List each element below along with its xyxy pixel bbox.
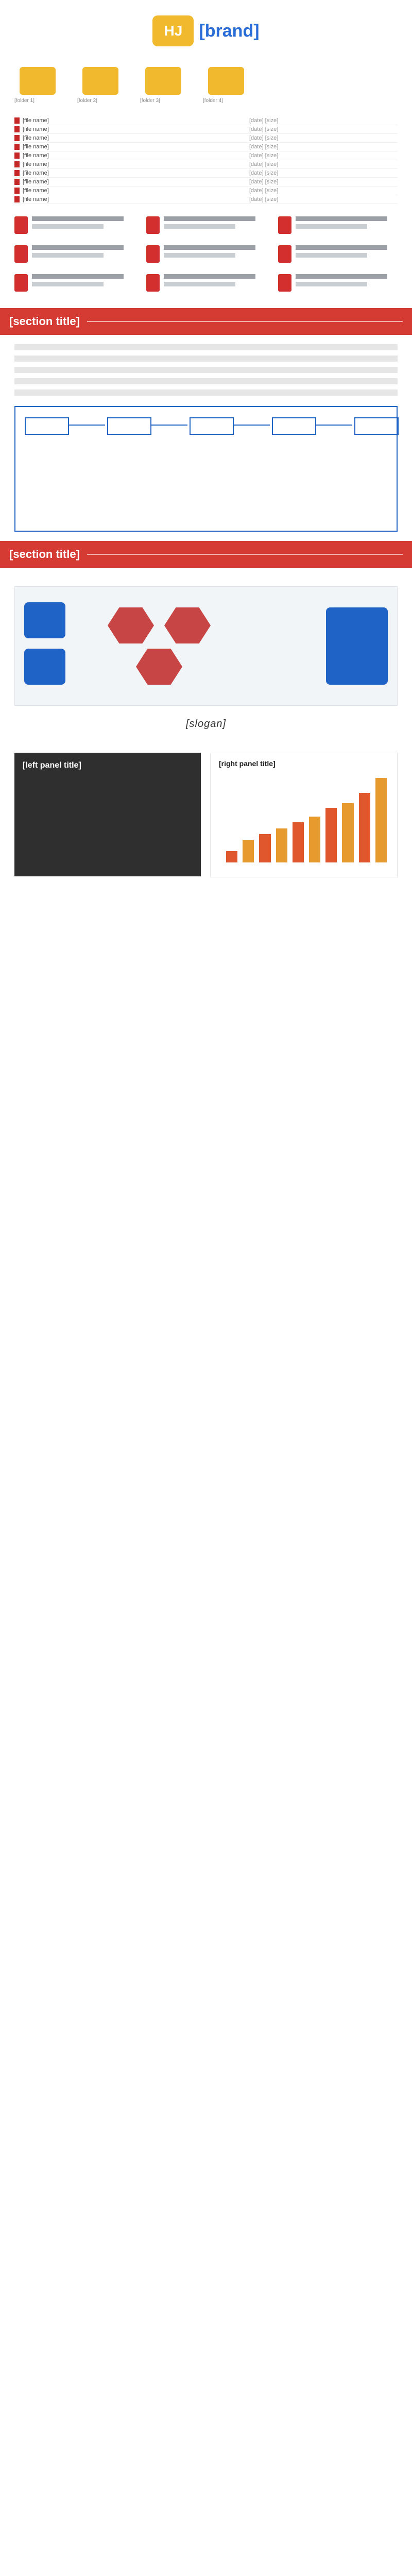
file-meta: [date] [size]	[249, 179, 279, 185]
file-meta: [date] [size]	[249, 126, 279, 132]
document-title-line	[296, 274, 387, 279]
bar-chart	[226, 778, 387, 862]
file-meta: [date] [size]	[249, 188, 279, 194]
pdf-icon	[14, 135, 20, 141]
pdf-icon	[14, 179, 20, 185]
pdf-icon	[278, 274, 291, 292]
file-meta: [date] [size]	[249, 144, 279, 150]
document-title-line	[296, 216, 387, 221]
bar	[276, 828, 287, 862]
folder-label: [folder 3]	[140, 98, 160, 104]
text-line	[14, 344, 398, 350]
framework-hex	[136, 649, 182, 685]
document-subtitle-line	[296, 253, 367, 258]
document-title-line	[32, 245, 124, 250]
document-subtitle-line	[296, 282, 367, 286]
pdf-icon	[14, 144, 20, 150]
document-title-line	[296, 245, 387, 250]
logo-mark	[152, 15, 194, 46]
bar	[375, 778, 387, 862]
supply-chain-diagram	[14, 406, 398, 532]
bar	[309, 817, 320, 862]
section-text	[14, 344, 398, 396]
document-title-line	[32, 216, 124, 221]
document-card[interactable]	[278, 274, 398, 296]
file-list	[0, 116, 412, 204]
file-row[interactable]	[14, 169, 398, 178]
file-name: [file name]	[23, 135, 49, 141]
document-title	[32, 274, 134, 286]
pdf-icon	[146, 245, 160, 263]
pdf-icon	[14, 152, 20, 159]
document-card[interactable]	[14, 274, 134, 296]
framework-hex	[164, 607, 211, 643]
bottom-section	[0, 753, 412, 887]
diagram-arrow	[151, 425, 187, 426]
file-row[interactable]	[14, 160, 398, 169]
file-name: [file name]	[23, 144, 49, 150]
file-meta: [date] [size]	[249, 170, 279, 176]
file-row[interactable]	[14, 116, 398, 125]
slogan: [slogan]	[185, 718, 227, 730]
framework-left-box	[24, 602, 65, 638]
file-row[interactable]	[14, 178, 398, 187]
file-meta: [date] [size]	[249, 161, 279, 167]
document-title	[164, 245, 266, 258]
file-name: [file name]	[23, 152, 49, 159]
bar	[293, 822, 304, 862]
bottom-right-panel	[210, 753, 398, 877]
framework-right-panel	[326, 607, 388, 685]
document-card[interactable]	[14, 245, 134, 267]
folder-label: [folder 1]	[14, 98, 35, 104]
pdf-icon	[14, 245, 28, 263]
document-grid	[14, 216, 398, 296]
document-subtitle-line	[164, 224, 235, 229]
folder-row	[0, 62, 412, 116]
section-divider	[87, 554, 403, 555]
folder-item[interactable]	[140, 67, 192, 110]
file-name: [file name]	[23, 170, 49, 176]
file-row[interactable]	[14, 134, 398, 143]
bar	[243, 840, 254, 862]
document-subtitle-line	[32, 282, 104, 286]
file-name: [file name]	[23, 126, 49, 132]
file-name: [file name]	[23, 117, 49, 124]
document-card[interactable]	[146, 216, 266, 238]
file-row[interactable]	[14, 187, 398, 195]
file-meta: [date] [size]	[249, 117, 279, 124]
header	[0, 0, 412, 62]
document-card[interactable]	[278, 245, 398, 267]
file-row[interactable]	[14, 143, 398, 151]
diagram-node	[25, 417, 69, 435]
framework-left-box	[24, 649, 65, 685]
pdf-icon	[14, 188, 20, 194]
section-header-1	[0, 308, 412, 335]
file-name: [file name]	[23, 161, 49, 167]
pdf-icon	[14, 126, 20, 132]
file-meta: [date] [size]	[249, 135, 279, 141]
text-line	[14, 355, 398, 362]
file-row[interactable]	[14, 195, 398, 204]
pdf-icon	[146, 274, 160, 292]
document-title-line	[164, 274, 255, 279]
folder-item[interactable]	[14, 67, 66, 110]
file-name: [file name]	[23, 179, 49, 185]
document-title	[296, 274, 398, 286]
bottom-left-panel	[14, 753, 201, 876]
folder-icon	[20, 67, 56, 95]
file-row[interactable]	[14, 151, 398, 160]
pdf-icon	[146, 216, 160, 234]
diagram-node	[190, 417, 234, 435]
folder-label: [folder 2]	[77, 98, 97, 104]
pdf-icon	[14, 274, 28, 292]
bar	[342, 803, 353, 862]
document-title	[164, 216, 266, 229]
bottom-right-title: [right panel title]	[219, 759, 276, 768]
document-card[interactable]	[146, 245, 266, 267]
folder-item[interactable]	[203, 67, 254, 110]
pdf-icon	[14, 161, 20, 167]
document-subtitle-line	[164, 253, 235, 258]
diagram-arrow	[316, 425, 352, 426]
document-card[interactable]	[278, 216, 398, 238]
section-divider	[87, 321, 403, 322]
pdf-icon	[278, 216, 291, 234]
document-title	[296, 245, 398, 258]
folder-icon	[82, 67, 118, 95]
bar	[325, 808, 337, 862]
file-row[interactable]	[14, 125, 398, 134]
document-card[interactable]	[146, 274, 266, 296]
logo-letters: HJ	[164, 23, 183, 39]
text-line	[14, 367, 398, 373]
section-header-2	[0, 541, 412, 568]
bar	[226, 851, 237, 862]
bottom-left-title: [left panel title]	[23, 761, 81, 770]
document-title	[32, 216, 134, 229]
folder-item[interactable]	[77, 67, 129, 110]
file-meta: [date] [size]	[249, 152, 279, 159]
file-meta: [date] [size]	[249, 196, 279, 202]
document-card[interactable]	[14, 216, 134, 238]
brand-name: [brand]	[199, 21, 260, 41]
section-title: [section title]	[9, 548, 80, 561]
diagram-node	[272, 417, 316, 435]
folder-icon	[145, 67, 181, 95]
logo	[152, 15, 259, 46]
pdf-icon	[14, 170, 20, 176]
document-title	[164, 274, 266, 286]
file-name: [file name]	[23, 188, 49, 194]
section-title: [section title]	[9, 315, 80, 328]
text-line	[14, 389, 398, 396]
pdf-icon	[14, 117, 20, 124]
pdf-icon	[14, 196, 20, 202]
diagram-node	[107, 417, 151, 435]
framework-diagram	[14, 586, 398, 706]
folder-icon	[208, 67, 244, 95]
document-title-line	[32, 274, 124, 279]
document-title-line	[164, 245, 255, 250]
document-subtitle-line	[296, 224, 367, 229]
bar	[359, 793, 370, 862]
section-body-2	[0, 568, 412, 739]
section-body-1	[0, 335, 412, 541]
document-subtitle-line	[32, 253, 104, 258]
document-title	[296, 216, 398, 229]
document-title-line	[164, 216, 255, 221]
diagram-arrow	[234, 425, 270, 426]
pdf-icon	[14, 216, 28, 234]
diagram-node	[354, 417, 399, 435]
text-line	[14, 378, 398, 384]
document-subtitle-line	[164, 282, 235, 286]
folder-label: [folder 4]	[203, 98, 223, 104]
diagram-arrow	[69, 425, 105, 426]
document-subtitle-line	[32, 224, 104, 229]
framework-hex	[108, 607, 154, 643]
pdf-icon	[278, 245, 291, 263]
document-title	[32, 245, 134, 258]
bar	[259, 834, 270, 862]
file-name: [file name]	[23, 196, 49, 202]
